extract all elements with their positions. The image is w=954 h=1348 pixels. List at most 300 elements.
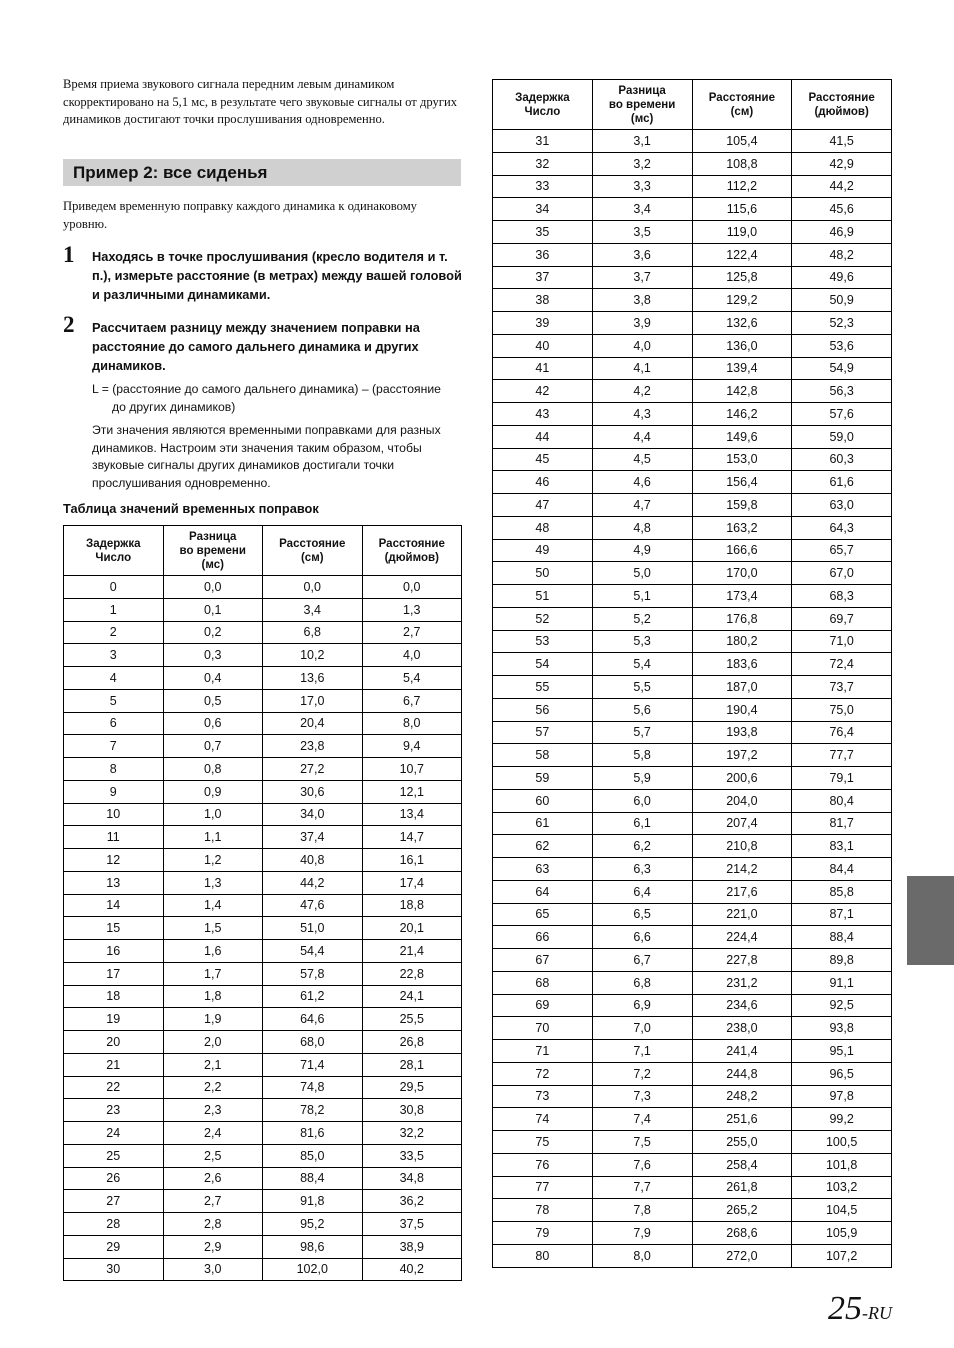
column-header-line: Число <box>95 551 132 564</box>
table-cell: 24,1 <box>362 985 462 1008</box>
table-cell: 27,2 <box>263 758 363 781</box>
table-cell: 7,8 <box>592 1199 692 1222</box>
table-cell: 14,7 <box>362 826 462 849</box>
table-cell: 0,9 <box>163 780 263 803</box>
table-cell: 5,5 <box>592 676 692 699</box>
table-cell: 244,8 <box>692 1062 792 1085</box>
column-header-line: Задержка <box>515 91 570 104</box>
table-cell: 76,4 <box>792 721 892 744</box>
table-row <box>64 849 462 872</box>
table-title: Таблица значений временных поправок <box>63 501 319 516</box>
table-row <box>493 676 892 699</box>
table-cell: 7,0 <box>592 1017 692 1040</box>
table-cell: 142,8 <box>692 380 792 403</box>
formula-line-1: L = (расстояние до самого дальнего динамика) – (расстояние <box>92 382 441 396</box>
table-cell: 80 <box>493 1244 593 1267</box>
table-cell: 4,0 <box>592 334 692 357</box>
table-cell: 65,7 <box>792 539 892 562</box>
table-row <box>64 940 462 963</box>
table-cell: 76 <box>493 1153 593 1176</box>
table-cell: 36,2 <box>362 1190 462 1213</box>
table-cell: 74 <box>493 1108 593 1131</box>
table-cell: 13 <box>64 871 164 894</box>
step-2-text: Рассчитаем разницу между значением поправки на расстояние до самого дальнего динамика и других динамиков. <box>92 320 420 373</box>
table-row <box>493 812 892 835</box>
table-cell: 5,7 <box>592 721 692 744</box>
table-cell: 80,4 <box>792 789 892 812</box>
table-row <box>64 1213 462 1236</box>
table-cell: 248,2 <box>692 1085 792 1108</box>
table-cell: 37,5 <box>362 1213 462 1236</box>
table-row <box>64 621 462 644</box>
table-cell: 69,7 <box>792 607 892 630</box>
table-cell: 38,9 <box>362 1235 462 1258</box>
table-row <box>493 380 892 403</box>
table-cell: 5,6 <box>592 698 692 721</box>
table-cell: 187,0 <box>692 676 792 699</box>
table-cell: 193,8 <box>692 721 792 744</box>
table-cell: 75 <box>493 1131 593 1154</box>
table-cell: 78 <box>493 1199 593 1222</box>
table-cell: 102,0 <box>263 1258 363 1281</box>
table-cell: 46,9 <box>792 221 892 244</box>
table-row <box>64 871 462 894</box>
table-cell: 27 <box>64 1190 164 1213</box>
table-cell: 99,2 <box>792 1108 892 1131</box>
table-cell: 31 <box>493 130 593 153</box>
column-header <box>692 80 792 130</box>
table-cell: 2,7 <box>362 621 462 644</box>
table-cell: 1,6 <box>163 940 263 963</box>
table-row <box>493 903 892 926</box>
column-header <box>792 80 892 130</box>
table-cell: 18,8 <box>362 894 462 917</box>
table-cell: 101,8 <box>792 1153 892 1176</box>
side-tab <box>907 876 954 965</box>
table-cell: 11 <box>64 826 164 849</box>
table-row <box>64 598 462 621</box>
table-cell: 207,4 <box>692 812 792 835</box>
table-cell: 6,9 <box>592 994 692 1017</box>
table-cell: 37,4 <box>263 826 363 849</box>
table-cell: 25,5 <box>362 1008 462 1031</box>
table-cell: 153,0 <box>692 448 792 471</box>
table-cell: 95,2 <box>263 1213 363 1236</box>
table-cell: 5,3 <box>592 630 692 653</box>
table-cell: 83,1 <box>792 835 892 858</box>
table-cell: 3,4 <box>263 598 363 621</box>
table-cell: 89,8 <box>792 949 892 972</box>
delay-table-right <box>492 79 892 1268</box>
table-cell: 8,0 <box>592 1244 692 1267</box>
table-cell: 41,5 <box>792 130 892 153</box>
table-cell: 88,4 <box>263 1167 363 1190</box>
table-cell: 183,6 <box>692 653 792 676</box>
table-cell: 38 <box>493 289 593 312</box>
table-cell: 50 <box>493 562 593 585</box>
table-cell: 29,5 <box>362 1076 462 1099</box>
table-cell: 5,1 <box>592 585 692 608</box>
table-cell: 65 <box>493 903 593 926</box>
table-cell: 125,8 <box>692 266 792 289</box>
table-cell: 57,6 <box>792 403 892 426</box>
table-cell: 64,3 <box>792 516 892 539</box>
table-cell: 32,2 <box>362 1122 462 1145</box>
table-cell: 231,2 <box>692 971 792 994</box>
table-cell: 34 <box>493 198 593 221</box>
column-header-line: (дюймов) <box>384 551 439 564</box>
table-cell: 6,4 <box>592 880 692 903</box>
table-cell: 0,7 <box>163 735 263 758</box>
table-cell: 42 <box>493 380 593 403</box>
table-cell: 4,5 <box>592 448 692 471</box>
table-cell: 7,1 <box>592 1040 692 1063</box>
table-cell: 70 <box>493 1017 593 1040</box>
table-row <box>493 607 892 630</box>
table-cell: 72,4 <box>792 653 892 676</box>
table-cell: 119,0 <box>692 221 792 244</box>
table-cell: 1,9 <box>163 1008 263 1031</box>
table-cell: 44,2 <box>792 175 892 198</box>
table-cell: 5,4 <box>362 667 462 690</box>
table-cell: 24 <box>64 1122 164 1145</box>
step-1-text: Находясь в точке прослушивания (кресло водителя и т. п.), измерьте расстояние (в метрах) между вашей головой и различными динамиками. <box>92 249 462 302</box>
table-cell: 51 <box>493 585 593 608</box>
table-row <box>493 653 892 676</box>
column-header-line: (см) <box>300 551 324 564</box>
table-cell: 7,5 <box>592 1131 692 1154</box>
table-row <box>493 767 892 790</box>
table-cell: 4,2 <box>592 380 692 403</box>
table-cell: 56,3 <box>792 380 892 403</box>
table-row <box>493 312 892 335</box>
table-cell: 3,5 <box>592 221 692 244</box>
table-cell: 0,1 <box>163 598 263 621</box>
table-cell: 5,8 <box>592 744 692 767</box>
table-cell: 57 <box>493 721 593 744</box>
table-cell: 74,8 <box>263 1076 363 1099</box>
table-cell: 136,0 <box>692 334 792 357</box>
table-cell: 1,7 <box>163 962 263 985</box>
table-cell: 0,5 <box>163 689 263 712</box>
table-cell: 234,6 <box>692 994 792 1017</box>
table-row <box>64 1008 462 1031</box>
table-row <box>493 744 892 767</box>
column-header <box>493 80 593 130</box>
table-cell: 3,3 <box>592 175 692 198</box>
table-row <box>493 562 892 585</box>
table-cell: 17,0 <box>263 689 363 712</box>
table-cell: 71,4 <box>263 1053 363 1076</box>
table-cell: 67,0 <box>792 562 892 585</box>
table-cell: 33,5 <box>362 1144 462 1167</box>
table-cell: 258,4 <box>692 1153 792 1176</box>
table-cell: 17 <box>64 962 164 985</box>
table-cell: 224,4 <box>692 926 792 949</box>
table-cell: 39 <box>493 312 593 335</box>
table-cell: 241,4 <box>692 1040 792 1063</box>
table-cell: 30,8 <box>362 1099 462 1122</box>
table-cell: 261,8 <box>692 1176 792 1199</box>
table-cell: 20,4 <box>263 712 363 735</box>
table-row <box>493 334 892 357</box>
table-row <box>64 1053 462 1076</box>
table-cell: 4,8 <box>592 516 692 539</box>
table-cell: 52 <box>493 607 593 630</box>
table-cell: 6 <box>64 712 164 735</box>
table-row <box>493 152 892 175</box>
table-cell: 112,2 <box>692 175 792 198</box>
table-cell: 9 <box>64 780 164 803</box>
table-cell: 4,7 <box>592 494 692 517</box>
table-cell: 159,8 <box>692 494 792 517</box>
table-cell: 251,6 <box>692 1108 792 1131</box>
table-cell: 173,4 <box>692 585 792 608</box>
table-cell: 92,5 <box>792 994 892 1017</box>
table-row <box>64 894 462 917</box>
table-cell: 68,0 <box>263 1031 363 1054</box>
table-cell: 2,8 <box>163 1213 263 1236</box>
table-cell: 61 <box>493 812 593 835</box>
note-paragraph: Эти значения являются временными поправками для разных динамиков. Настроим эти значения таким образом, чтобы звуковые сигналы других динамиков достигали точки прослушивания одновременно. <box>92 423 441 490</box>
table-cell: 63,0 <box>792 494 892 517</box>
table-cell: 48 <box>493 516 593 539</box>
table-cell: 85,8 <box>792 880 892 903</box>
table-cell: 91,1 <box>792 971 892 994</box>
table-cell: 26,8 <box>362 1031 462 1054</box>
table-cell: 40 <box>493 334 593 357</box>
table-cell: 1,5 <box>163 917 263 940</box>
table-cell: 1,3 <box>163 871 263 894</box>
column-header-line: Расстояние <box>708 91 775 104</box>
table-row <box>493 403 892 426</box>
table-cell: 30 <box>64 1258 164 1281</box>
step-2-number: 2 <box>63 312 75 337</box>
table-cell: 190,4 <box>692 698 792 721</box>
table-cell: 1,3 <box>362 598 462 621</box>
table-cell: 4 <box>64 667 164 690</box>
column-header-line: (см) <box>730 105 754 118</box>
table-row <box>64 758 462 781</box>
table-cell: 34,8 <box>362 1167 462 1190</box>
table-cell: 6,1 <box>592 812 692 835</box>
table-cell: 16 <box>64 940 164 963</box>
table-cell: 1,4 <box>163 894 263 917</box>
table-cell: 21 <box>64 1053 164 1076</box>
table-cell: 197,2 <box>692 744 792 767</box>
table-cell: 122,4 <box>692 243 792 266</box>
table-row <box>493 949 892 972</box>
table-cell: 139,4 <box>692 357 792 380</box>
table-cell: 73,7 <box>792 676 892 699</box>
table-cell: 59,0 <box>792 425 892 448</box>
table-row <box>64 1144 462 1167</box>
table-cell: 0,0 <box>362 576 462 599</box>
table-cell: 45 <box>493 448 593 471</box>
table-cell: 1 <box>64 598 164 621</box>
table-row <box>64 1099 462 1122</box>
table-cell: 214,2 <box>692 858 792 881</box>
table-row <box>64 1031 462 1054</box>
table-cell: 10 <box>64 803 164 826</box>
table-cell: 54,9 <box>792 357 892 380</box>
step-1-number: 1 <box>63 242 75 267</box>
table-cell: 44 <box>493 425 593 448</box>
table-cell: 6,7 <box>592 949 692 972</box>
table-cell: 14 <box>64 894 164 917</box>
table-cell: 22 <box>64 1076 164 1099</box>
table-cell: 3,8 <box>592 289 692 312</box>
table-cell: 12 <box>64 849 164 872</box>
table-row <box>493 1244 892 1267</box>
column-header-line: Задержка <box>86 537 141 550</box>
column-header-line: Разница <box>618 84 666 97</box>
table-cell: 108,8 <box>692 152 792 175</box>
table-cell: 6,8 <box>592 971 692 994</box>
table-cell: 149,6 <box>692 425 792 448</box>
table-cell: 0,0 <box>263 576 363 599</box>
table-cell: 3,0 <box>163 1258 263 1281</box>
table-cell: 7,7 <box>592 1176 692 1199</box>
table-cell: 2,7 <box>163 1190 263 1213</box>
table-cell: 180,2 <box>692 630 792 653</box>
table-cell: 64,6 <box>263 1008 363 1031</box>
table-cell: 1,1 <box>163 826 263 849</box>
table-cell: 7,2 <box>592 1062 692 1085</box>
table-cell: 12,1 <box>362 780 462 803</box>
table-cell: 2,0 <box>163 1031 263 1054</box>
table-row <box>64 1122 462 1145</box>
table-row <box>64 735 462 758</box>
table-cell: 59 <box>493 767 593 790</box>
table-row <box>493 1153 892 1176</box>
table-cell: 2,9 <box>163 1235 263 1258</box>
table-cell: 49 <box>493 539 593 562</box>
table-cell: 25 <box>64 1144 164 1167</box>
table-row <box>64 576 462 599</box>
column-header-line: во времени <box>608 98 676 111</box>
table-cell: 45,6 <box>792 198 892 221</box>
table-cell: 7 <box>64 735 164 758</box>
table-cell: 64 <box>493 880 593 903</box>
table-cell: 217,6 <box>692 880 792 903</box>
table-cell: 84,4 <box>792 858 892 881</box>
table-cell: 5 <box>64 689 164 712</box>
column-header-line: (дюймов) <box>814 105 869 118</box>
column-header-line: Расстояние <box>378 537 445 550</box>
table-cell: 96,5 <box>792 1062 892 1085</box>
table-row <box>493 994 892 1017</box>
table-cell: 2,4 <box>163 1122 263 1145</box>
table-row <box>64 803 462 826</box>
column-header <box>263 526 363 576</box>
table-cell: 6,8 <box>263 621 363 644</box>
table-cell: 17,4 <box>362 871 462 894</box>
table-cell: 26 <box>64 1167 164 1190</box>
table-cell: 0 <box>64 576 164 599</box>
table-row <box>493 789 892 812</box>
table-cell: 71,0 <box>792 630 892 653</box>
table-row <box>64 1167 462 1190</box>
page-number <box>828 1290 892 1328</box>
column-header <box>64 526 164 576</box>
table-row <box>493 698 892 721</box>
table-cell: 1,0 <box>163 803 263 826</box>
table-row <box>64 1190 462 1213</box>
table-row <box>493 130 892 153</box>
table-row <box>493 175 892 198</box>
table-cell: 0,8 <box>163 758 263 781</box>
table-row <box>493 494 892 517</box>
table-row <box>493 1222 892 1245</box>
table-row <box>493 971 892 994</box>
table-cell: 61,6 <box>792 471 892 494</box>
table-row <box>493 1062 892 1085</box>
table-cell: 104,5 <box>792 1199 892 1222</box>
table-row <box>493 221 892 244</box>
table-row <box>64 667 462 690</box>
table-cell: 5,2 <box>592 607 692 630</box>
table-cell: 23,8 <box>263 735 363 758</box>
table-cell: 69 <box>493 994 593 1017</box>
table-cell: 0,0 <box>163 576 263 599</box>
table-cell: 7,9 <box>592 1222 692 1245</box>
table-row <box>493 539 892 562</box>
table-cell: 156,4 <box>692 471 792 494</box>
table-cell: 107,2 <box>792 1244 892 1267</box>
table-cell: 60 <box>493 789 593 812</box>
table-row <box>493 1176 892 1199</box>
table-cell: 227,8 <box>692 949 792 972</box>
table-cell: 2,6 <box>163 1167 263 1190</box>
table-cell: 3,2 <box>592 152 692 175</box>
table-cell: 2,3 <box>163 1099 263 1122</box>
table-cell: 166,6 <box>692 539 792 562</box>
table-cell: 200,6 <box>692 767 792 790</box>
table-row <box>64 689 462 712</box>
table-cell: 30,6 <box>263 780 363 803</box>
table-cell: 23 <box>64 1099 164 1122</box>
table-row <box>493 448 892 471</box>
table-cell: 37 <box>493 266 593 289</box>
table-row <box>64 644 462 667</box>
table-cell: 81,7 <box>792 812 892 835</box>
table-cell: 5,9 <box>592 767 692 790</box>
table-row <box>64 962 462 985</box>
table-cell: 36 <box>493 243 593 266</box>
table-cell: 2,1 <box>163 1053 263 1076</box>
table-cell: 78,2 <box>263 1099 363 1122</box>
table-cell: 3,6 <box>592 243 692 266</box>
table-cell: 4,0 <box>362 644 462 667</box>
table-cell: 47 <box>493 494 593 517</box>
table-row <box>64 826 462 849</box>
table-row <box>493 516 892 539</box>
table-row <box>64 1235 462 1258</box>
table-cell: 77 <box>493 1176 593 1199</box>
table-cell: 40,2 <box>362 1258 462 1281</box>
table-cell: 0,2 <box>163 621 263 644</box>
table-row <box>493 289 892 312</box>
column-header-line: Расстояние <box>279 537 346 550</box>
table-cell: 3 <box>64 644 164 667</box>
table-cell: 13,6 <box>263 667 363 690</box>
table-cell: 28 <box>64 1213 164 1236</box>
formula-line-2: до других динамиков) <box>112 400 236 414</box>
table-cell: 57,8 <box>263 962 363 985</box>
table-cell: 4,4 <box>592 425 692 448</box>
table-cell: 204,0 <box>692 789 792 812</box>
